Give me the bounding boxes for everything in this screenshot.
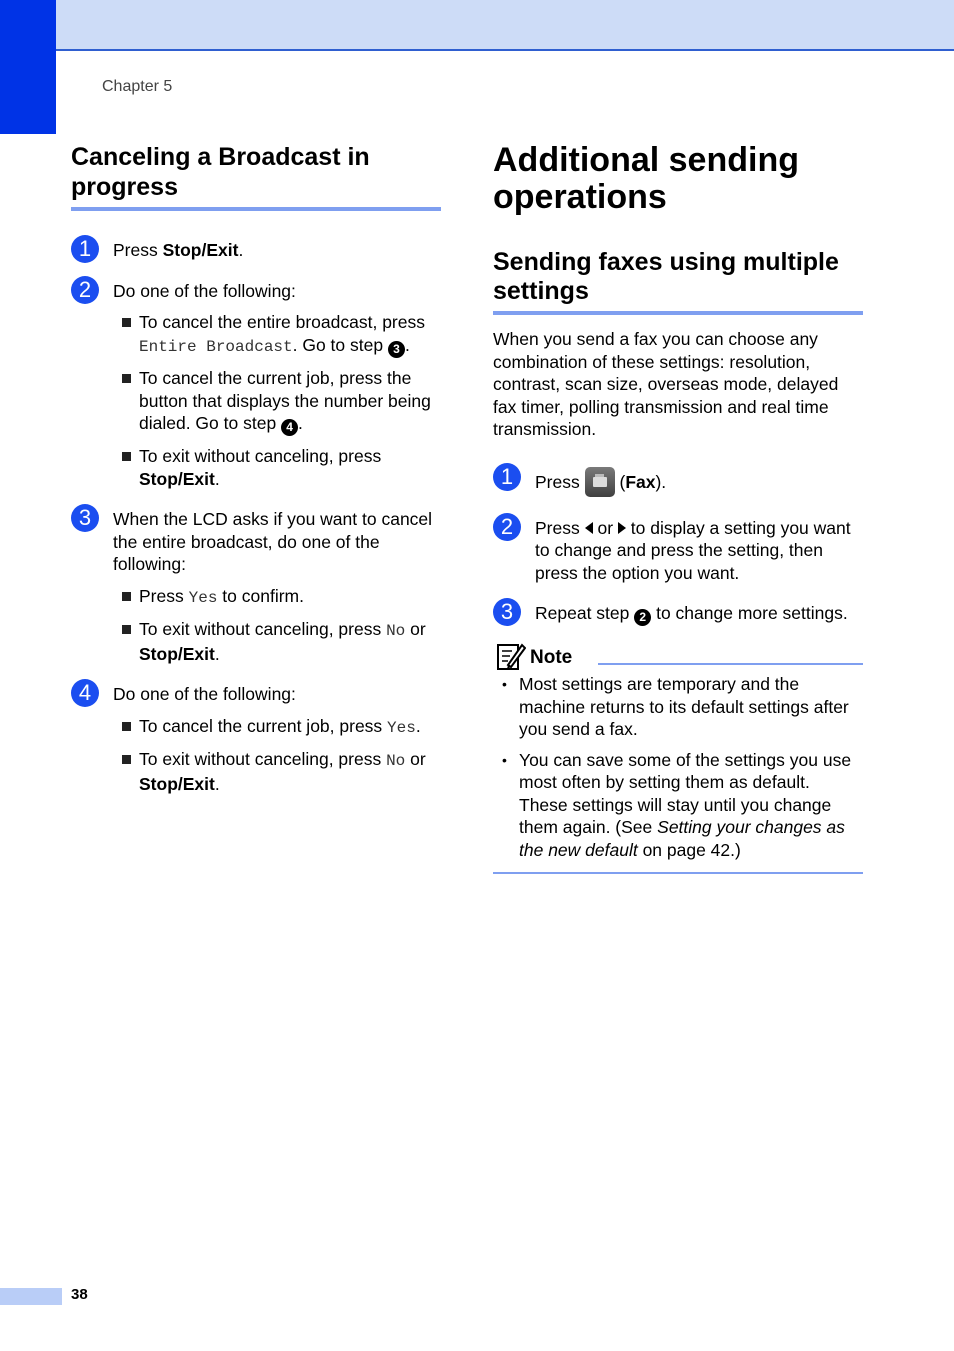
right-column [493, 142, 863, 874]
step-ref-icon: 4 [281, 419, 298, 436]
header-band [0, 0, 954, 51]
step-number: 2 [493, 513, 521, 541]
step-2 [71, 276, 441, 303]
step-text: Do one of the following: [113, 280, 296, 301]
list-item: • You can save some of the settings you use most often by setting them as default. These settings will stay until you change them again. (See Setting your changes as the new default on page 42.) [493, 749, 863, 862]
section-title: Canceling a Broadcast in progress [71, 142, 441, 211]
lcd-option: No [386, 622, 406, 640]
intro-paragraph: When you send a fax you can choose any combination of these settings: resolution, contrast, scan size, overseas mode, delayed fax timer, polling transmission and real time transmission. [493, 329, 839, 439]
left-arrow-icon [585, 522, 593, 534]
fax-button-icon [585, 467, 615, 497]
list-item: Press Yes to confirm. [113, 585, 441, 610]
right-arrow-icon [618, 522, 626, 534]
step-text: When the LCD asks if you want to cancel the entire broadcast, do one of the following: [113, 509, 433, 574]
button-name: Stop/Exit [162, 240, 239, 260]
step-number: 3 [71, 504, 99, 532]
step-2: 2 Press or to display a setting you want to change and press the setting, then press the option you want. [493, 517, 863, 585]
lcd-option: Yes [188, 588, 218, 607]
list-item: • Most settings are temporary and the machine returns to its default settings after you send a fax. [493, 673, 863, 741]
list-item: To cancel the entire broadcast, press Entire Broadcast. Go to step 3 . [113, 311, 441, 358]
left-column [71, 142, 441, 795]
step-4 [71, 680, 441, 706]
step-number: 1 [493, 463, 521, 491]
list-item: To exit without canceling, press Stop/Exit. [113, 445, 441, 490]
page-number: 38 [71, 1286, 88, 1303]
footer-band [0, 1288, 62, 1305]
step-1: 1 Press (Fax). [493, 467, 863, 497]
step-1 [71, 236, 441, 262]
chapter-label: Chapter 5 [102, 78, 173, 95]
list-item: To exit without canceling, press No or Stop/Exit. [113, 748, 441, 795]
note-label: Note [530, 647, 573, 668]
subsection-title: Sending faxes using multiple settings [493, 248, 863, 315]
step-ref-icon: 2 [634, 609, 651, 626]
option-list [113, 311, 441, 490]
list-item: To exit without canceling, press No or Stop/Exit. [113, 618, 441, 665]
option-list [113, 715, 441, 796]
note-bottom-rule [493, 872, 863, 874]
step-number: 3 [493, 598, 521, 626]
step-3: 3 Repeat step 2 to change more settings. [493, 602, 863, 626]
note-list [493, 673, 863, 861]
step-text: Do one of the following: [113, 684, 296, 704]
list-item: To cancel the current job, press Yes. [113, 715, 441, 740]
note-divider [598, 663, 863, 665]
step-number: 4 [71, 679, 99, 707]
step-number: 1 [71, 235, 99, 263]
chapter-tab [0, 0, 56, 134]
option-list [113, 585, 441, 666]
note-header [493, 641, 863, 673]
step-number: 2 [71, 276, 99, 304]
lcd-option: Entire Broadcast [139, 337, 293, 356]
list-item: To cancel the current job, press the button that displays the number being dialed. Go to step 4 . [113, 367, 441, 436]
step-text: . [238, 240, 244, 260]
step-text: Press [113, 240, 163, 260]
chapter-section-title: Additional sending operations [493, 141, 799, 216]
note-pencil-icon [496, 641, 526, 671]
step-ref-icon: 3 [388, 341, 405, 358]
step-3 [71, 505, 441, 576]
lcd-option: Yes [387, 718, 416, 737]
lcd-option: No [386, 752, 406, 770]
